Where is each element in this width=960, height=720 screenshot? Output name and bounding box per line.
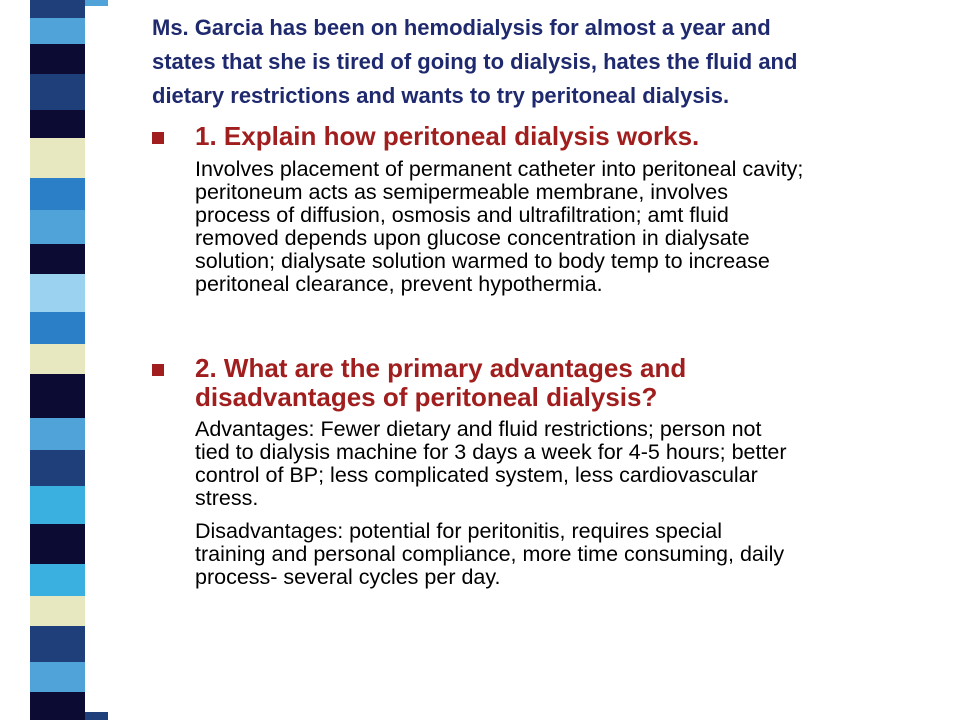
question-line: 1. Explain how peritoneal dialysis works. bbox=[195, 121, 700, 151]
header-line: Ms. Garcia has been on hemodialysis for almost a year and bbox=[152, 15, 771, 40]
answer-line: process of diffusion, osmosis and ultrafiltration; amt fluid bbox=[195, 203, 729, 227]
advantages-text bbox=[195, 418, 960, 510]
disadvantages-line: training and personal compliance, more time consuming, daily bbox=[195, 542, 785, 566]
header-line: dietary restrictions and wants to try peritoneal dialysis. bbox=[152, 83, 730, 108]
question-line: 2. What are the primary advantages and bbox=[195, 353, 687, 383]
advantages-line: stress. bbox=[195, 486, 259, 510]
question-2-section bbox=[152, 354, 960, 589]
question-line: disadvantages of peritoneal dialysis? bbox=[195, 382, 658, 412]
answer-line: solution; dialysate solution warmed to body temp to increase bbox=[195, 249, 770, 273]
question-1-section bbox=[152, 122, 960, 296]
disadvantages-line: Disadvantages: potential for peritonitis, requires special bbox=[195, 519, 723, 543]
answer-line: peritoneal clearance, prevent hypothermia. bbox=[195, 272, 603, 296]
slide-header bbox=[152, 11, 952, 113]
disadvantages-line: process- several cycles per day. bbox=[195, 565, 501, 589]
answer-line: peritoneum acts as semipermeable membrane, involves bbox=[195, 180, 728, 204]
decorative-stripe-bar bbox=[30, 0, 85, 720]
decorative-stripe-thin bbox=[85, 0, 108, 720]
advantages-line: tied to dialysis machine for 3 days a week for 4-5 hours; better bbox=[195, 440, 787, 464]
header-line: states that she is tired of going to dialysis, hates the fluid and bbox=[152, 49, 798, 74]
question-1-title bbox=[195, 122, 960, 151]
answer-line: Involves placement of permanent catheter into peritoneal cavity; bbox=[195, 157, 804, 181]
advantages-line: control of BP; less complicated system, less cardiovascular bbox=[195, 463, 758, 487]
question-2-title bbox=[195, 354, 960, 412]
answer-1 bbox=[195, 158, 960, 296]
disadvantages-text bbox=[195, 520, 960, 589]
advantages-line: Advantages: Fewer dietary and fluid restrictions; person not bbox=[195, 417, 762, 441]
square-bullet-icon bbox=[152, 364, 164, 376]
square-bullet-icon bbox=[152, 132, 164, 144]
answer-line: removed depends upon glucose concentration in dialysate bbox=[195, 226, 750, 250]
